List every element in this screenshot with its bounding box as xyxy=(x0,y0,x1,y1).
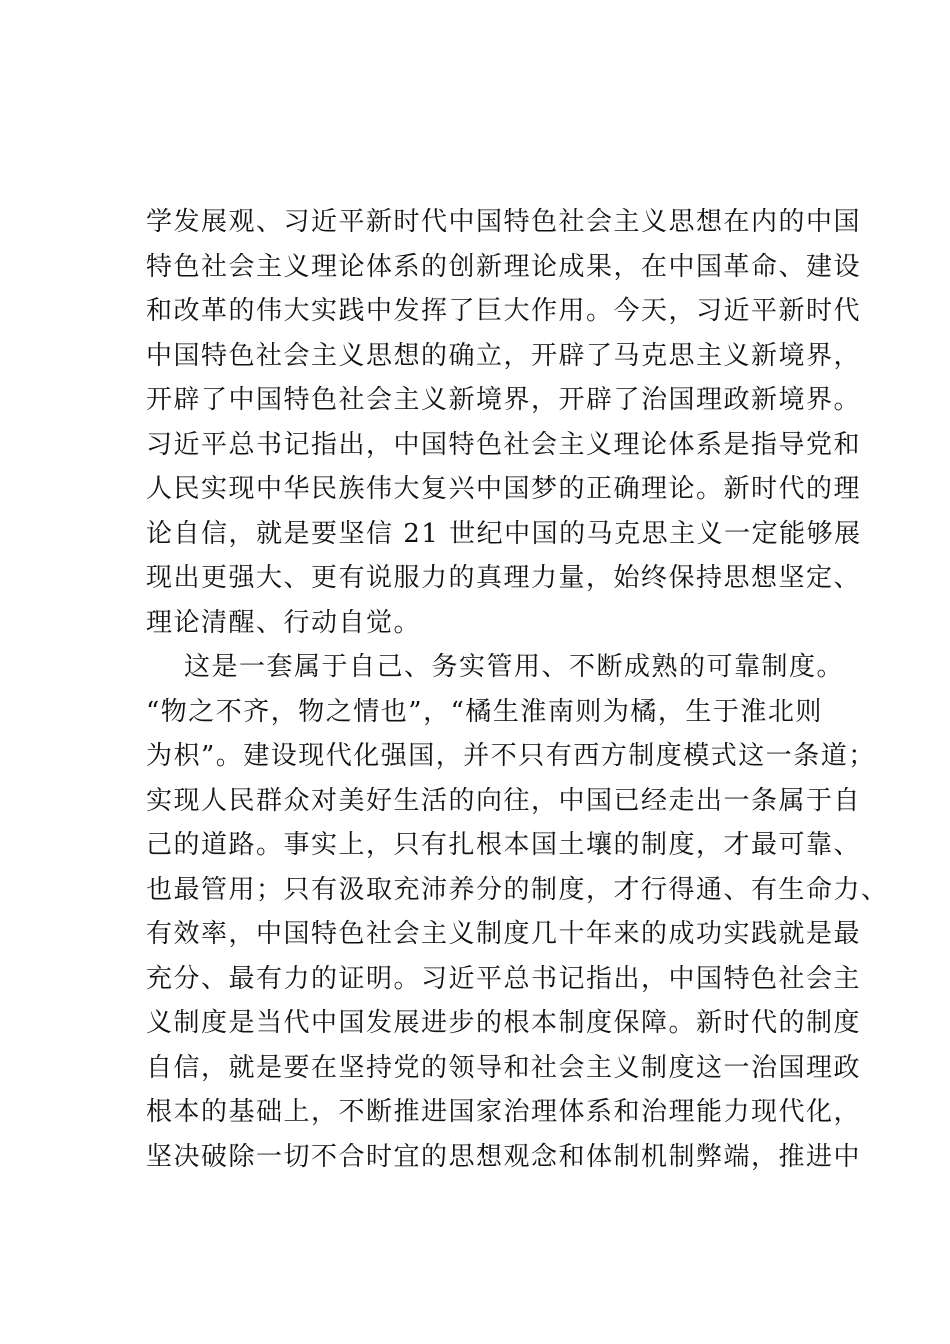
text-line: 坚决破除一切不合时宜的思想观念和体制机制弊端，推进中 xyxy=(146,1141,862,1172)
text-line: 自信，就是要在坚持党的领导和社会主义制度这一治国理政 xyxy=(146,1052,862,1083)
text-line: 论自信，就是要坚信 21 世纪中国的马克思主义一定能够展 xyxy=(146,518,862,549)
text-line: 人民实现中华民族伟大复兴中国梦的正确理论。新时代的理 xyxy=(146,474,862,504)
text-line: 习近平总书记指出，中国特色社会主义理论体系是指导党和 xyxy=(146,429,862,460)
text-line: 己的道路。事实上，只有扎根本国土壤的制度，才最可靠、 xyxy=(146,830,862,860)
document-body xyxy=(146,200,889,1179)
text-line: 开辟了中国特色社会主义新境界，开辟了治国理政新境界。 xyxy=(146,385,862,415)
text-line: 现出更强大、更有说服力的真理力量，始终保持思想坚定、 xyxy=(146,563,862,593)
text-line: 义制度是当代中国发展进步的根本制度保障。新时代的制度 xyxy=(146,1008,862,1038)
paragraph-start-line: 这是一套属于自己、务实管用、不断成熟的可靠制度。 xyxy=(184,652,845,682)
text-line: “物之不齐，物之情也”，“橘生淮南则为橘，生于淮北则 xyxy=(146,696,823,727)
text-line: 充分、最有力的证明。习近平总书记指出，中国特色社会主 xyxy=(146,963,862,994)
text-line: 实现人民群众对美好生活的向往，中国已经走出一条属于自 xyxy=(146,785,862,816)
text-line: 学发展观、习近平新时代中国特色社会主义思想在内的中国 xyxy=(146,207,862,237)
text-line: 理论清醒、行动自觉。 xyxy=(146,607,422,638)
text-line: 也最管用；只有汲取充沛养分的制度，才行得通、有生命力、 xyxy=(146,874,889,905)
text-line: 为枳”。建设现代化强国，并不只有西方制度模式这一条道； xyxy=(146,741,876,771)
text-line: 和改革的伟大实践中发挥了巨大作用。今天，习近平新时代 xyxy=(146,296,862,326)
text-line: 有效率，中国特色社会主义制度几十年来的成功实践就是最 xyxy=(146,919,862,949)
text-line: 特色社会主义理论体系的创新理论成果，在中国革命、建设 xyxy=(146,251,862,282)
text-line: 根本的基础上，不断推进国家治理体系和治理能力现代化， xyxy=(146,1097,862,1127)
text-line: 中国特色社会主义思想的确立，开辟了马克思主义新境界， xyxy=(146,340,862,371)
